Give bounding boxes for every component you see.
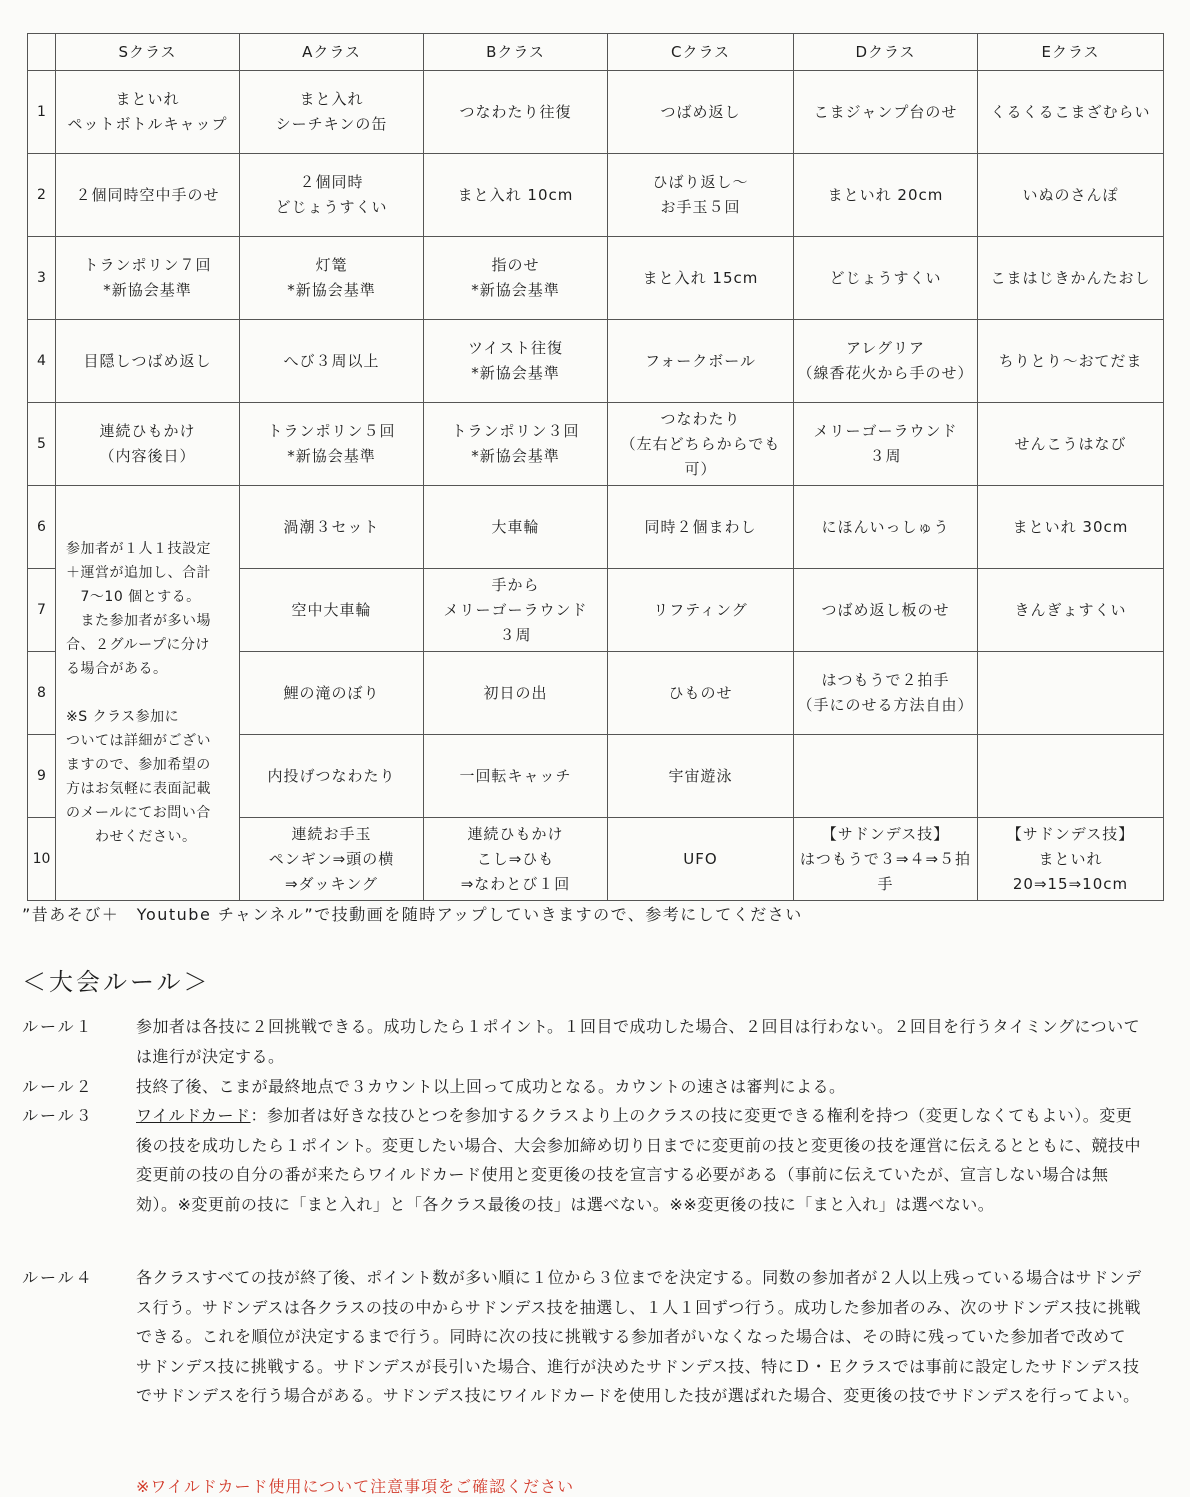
cell-a-class: 内投げつなわたり	[240, 735, 424, 818]
cell-b-class: ツイスト往復 *新協会基準	[424, 320, 608, 403]
cell-c-class: ひものせ	[608, 652, 794, 735]
cell-e-class: まといれ 30cm	[978, 486, 1164, 569]
cell-a-class: トランポリン５回 *新協会基準	[240, 403, 424, 486]
cell-c-class: つなわたり （左右どちらからでも可）	[608, 403, 794, 486]
cell-e-class: 【サドンデス技】 まといれ 20⇒15⇒10cm	[978, 818, 1164, 901]
rule-label: ルール４	[22, 1268, 94, 1287]
cell-b-class: 指のせ *新協会基準	[424, 237, 608, 320]
cell-c-class: つばめ返し	[608, 71, 794, 154]
cell-s-class: 連続ひもかけ （内容後日）	[56, 403, 240, 486]
youtube-footnote: ”昔あそび＋ Youtube チャンネル”で技動画を随時アップしていきますので、参考にしてください	[22, 905, 803, 924]
cell-d-class: アレグリア （線香花火から手のせ）	[794, 320, 978, 403]
header-d-class: Dクラス	[794, 34, 978, 71]
rule-label: ルール１	[22, 1017, 94, 1036]
cell-b-class: 初日の出	[424, 652, 608, 735]
row-number: 4	[28, 320, 56, 403]
cell-a-class: まと入れ シーチキンの缶	[240, 71, 424, 154]
row-number: 7	[28, 569, 56, 652]
cell-b-class: 手から メリーゴーラウンド ３周	[424, 569, 608, 652]
cell-c-class: 同時２個まわし	[608, 486, 794, 569]
row-number: 1	[28, 71, 56, 154]
cell-b-class: つなわたり往復	[424, 71, 608, 154]
cell-d-class	[794, 735, 978, 818]
row-number: 5	[28, 403, 56, 486]
rule-2	[22, 1072, 1142, 1102]
cell-s-class: 目隠しつばめ返し	[56, 320, 240, 403]
cell-s-class: トランポリン７回 *新協会基準	[56, 237, 240, 320]
row-number: 2	[28, 154, 56, 237]
header-row	[28, 34, 1164, 71]
cell-e-class	[978, 735, 1164, 818]
header-a-class: Aクラス	[240, 34, 424, 71]
header-corner	[28, 34, 56, 71]
cell-a-class: へび３周以上	[240, 320, 424, 403]
table-row	[28, 71, 1164, 154]
table-row	[28, 320, 1164, 403]
rule-1	[22, 1012, 1142, 1071]
row-number: 9	[28, 735, 56, 818]
cell-b-class: トランポリン３回 *新協会基準	[424, 403, 608, 486]
rule-text: 参加者は各技に２回挑戦できる。成功したら１ポイント。１回目で成功した場合、２回目は行わない。２回目を行うタイミングについては進行が決定する。	[136, 1017, 1141, 1066]
cell-d-class: はつもうで２拍手 （手にのせる方法自由）	[794, 652, 978, 735]
cell-e-class: くるくるこまざむらい	[978, 71, 1164, 154]
cell-d-class: にほんいっしゅう	[794, 486, 978, 569]
row-number: 6	[28, 486, 56, 569]
cell-d-class: まといれ 20cm	[794, 154, 978, 237]
header-s-class: Sクラス	[56, 34, 240, 71]
cell-a-class: 連続お手玉 ペンギン⇒頭の横 ⇒ダッキング	[240, 818, 424, 901]
cell-a-class: ２個同時 どじょうすくい	[240, 154, 424, 237]
row-number: 8	[28, 652, 56, 735]
row-number: 10	[28, 818, 56, 901]
table-row	[28, 403, 1164, 486]
cell-a-class: 鯉の滝のぼり	[240, 652, 424, 735]
rule-text: ：参加者は好きな技ひとつを参加するクラスより上のクラスの技に変更できる権利を持つ（変更しなくてもよい）。変更後の技を成功したら１ポイント。変更したい場合、大会参加締め切り日までに変更前の技と変更後の技を運営に伝えるとともに、競技中変更前の技の自分の番が来たらワイルドカード使用と変更後の技を宣言する必要がある（事前に伝えていたが、宣言しない場合は無効）。※変更前の技に「まと入れ」と「各クラス最後の技」は選べない。※※変更後の技に「まと入れ」は選べない。	[136, 1106, 1142, 1214]
table-row	[28, 154, 1164, 237]
table-row	[28, 237, 1164, 320]
cell-b-class: 連続ひもかけ こし⇒ひも ⇒なわとび１回	[424, 818, 608, 901]
cell-e-class	[978, 652, 1164, 735]
cell-d-class: つばめ返し板のせ	[794, 569, 978, 652]
table-row	[28, 486, 1164, 569]
cell-b-class: 一回転キャッチ	[424, 735, 608, 818]
trick-table	[27, 33, 1164, 901]
cell-d-class: どじょうすくい	[794, 237, 978, 320]
cell-e-class: ちりとり～おてだま	[978, 320, 1164, 403]
cell-b-class: まと入れ 10cm	[424, 154, 608, 237]
cell-e-class: せんこうはなび	[978, 403, 1164, 486]
cell-e-class: いぬのさんぽ	[978, 154, 1164, 237]
cell-c-class: UFO	[608, 818, 794, 901]
header-c-class: Cクラス	[608, 34, 794, 71]
rule-text: 技終了後、こまが最終地点で３カウント以上回って成功となる。カウントの速さは審判による。	[136, 1077, 846, 1096]
rules-heading: ＜大会ルール＞	[22, 968, 211, 996]
s-class-note: 参加者が１人１技設定 ＋運営が追加し、合計 7～10 個とする。 また参加者が多い場 合、２グループに分け る場合がある。 ※S クラス参加に ついては詳細がござい ますので、参加希望の 方はお気軽に表面記載 のメールにてお問い合 わせください。	[56, 486, 240, 901]
rule-label: ルール３	[22, 1106, 94, 1125]
cell-d-class: 【サドンデス技】 はつもうで３⇒４⇒５拍手	[794, 818, 978, 901]
cell-a-class: 灯篭 *新協会基準	[240, 237, 424, 320]
cell-s-class: まといれ ペットボトルキャップ	[56, 71, 240, 154]
rule-text: 各クラスすべての技が終了後、ポイント数が多い順に１位から３位までを決定する。同数の参加者が２人以上残っている場合はサドンデス行う。サドンデスは各クラスの技の中からサドンデス技を抽選し、１人１回ずつ行う。成功した参加者のみ、次のサドンデス技に挑戦できる。これを順位が決定するまで行う。同時に次の技に挑戦する参加者がいなくなった場合は、その時に残っていた参加者で改めてサドンデス技に挑戦する。サドンデスが長引いた場合、進行が決めたサドンデス技、特にＤ・Ｅクラスでは事前に設定したサドンデス技でサドンデスを行う場合がある。サドンデス技にワイルドカードを使用した技が選ばれた場合、変更後の技でサドンデスを行ってよい。	[136, 1268, 1142, 1405]
rule-4	[22, 1263, 1142, 1411]
cell-e-class: こまはじきかんたおし	[978, 237, 1164, 320]
cell-b-class: 大車輪	[424, 486, 608, 569]
cell-c-class: 宇宙遊泳	[608, 735, 794, 818]
cell-d-class: メリーゴーラウンド ３周	[794, 403, 978, 486]
cell-a-class: 空中大車輪	[240, 569, 424, 652]
cell-c-class: フォークボール	[608, 320, 794, 403]
cell-s-class: ２個同時空中手のせ	[56, 154, 240, 237]
header-b-class: Bクラス	[424, 34, 608, 71]
header-e-class: Eクラス	[978, 34, 1164, 71]
cell-a-class: 渦潮３セット	[240, 486, 424, 569]
rule-label: ルール２	[22, 1077, 94, 1096]
cell-c-class: リフティング	[608, 569, 794, 652]
row-number: 3	[28, 237, 56, 320]
cell-c-class: ひばり返し～ お手玉５回	[608, 154, 794, 237]
wildcard-term: ワイルドカード	[136, 1106, 251, 1125]
cell-c-class: まと入れ 15cm	[608, 237, 794, 320]
red-note: ※ワイルドカード使用について注意事項をご確認ください	[136, 1477, 575, 1496]
cell-d-class: こまジャンプ台のせ	[794, 71, 978, 154]
rule-3	[22, 1101, 1142, 1219]
cell-e-class: きんぎょすくい	[978, 569, 1164, 652]
